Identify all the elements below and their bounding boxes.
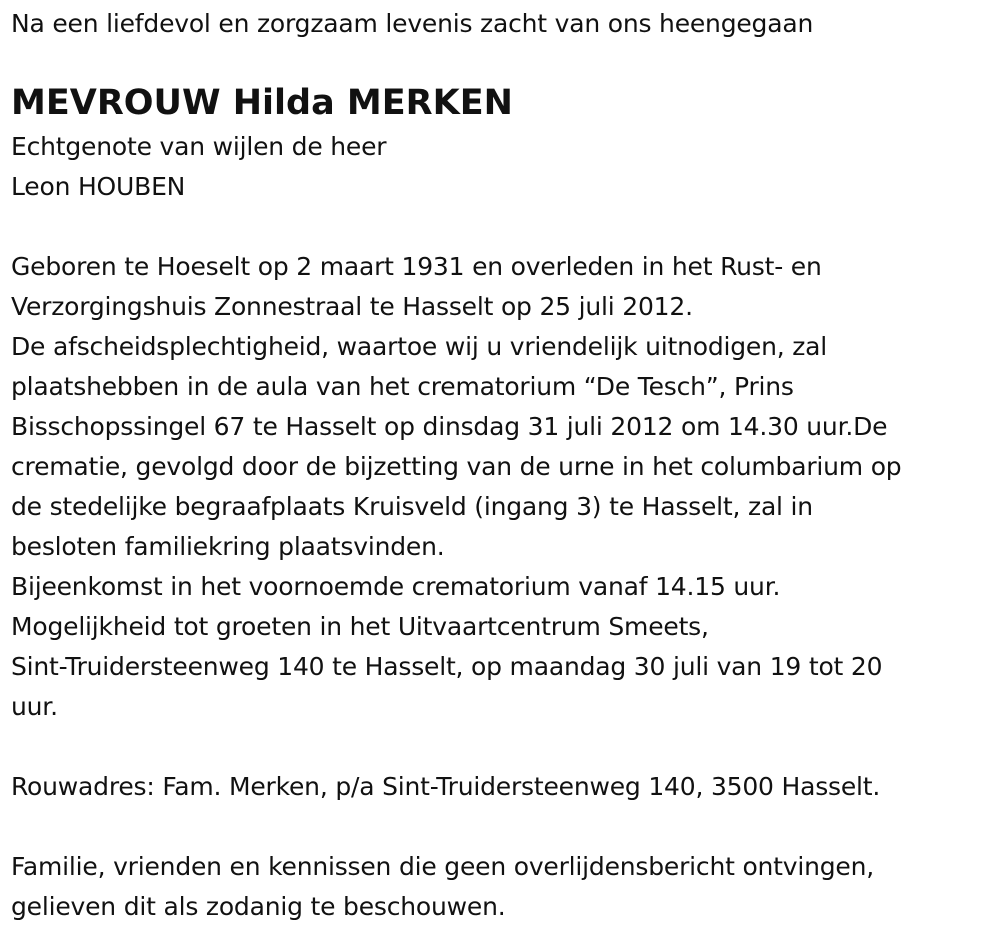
body-line: crematie, gevolgd door de bijzetting van de urne in het columbarium op	[11, 452, 902, 481]
closing-line-1: Familie, vrienden en kennissen die geen overlijdensbericht ontvingen,	[11, 852, 875, 881]
obituary-notice	[11, 4, 991, 927]
body-line: besloten familiekring plaatsvinden.	[11, 532, 445, 561]
deceased-name: MEVROUW Hilda MERKEN	[11, 83, 513, 123]
body-line: Bisschopssingel 67 te Hasselt op dinsdag 31 juli 2012 om 14.30 uur.De	[11, 412, 888, 441]
spouse-line-2: Leon HOUBEN	[11, 172, 186, 201]
spouse-line-1: Echtgenote van wijlen de heer	[11, 132, 387, 161]
mourning-address: Rouwadres: Fam. Merken, p/a Sint-Truidersteenweg 140, 3500 Hasselt.	[11, 772, 881, 801]
body-line: De afscheidsplechtigheid, waartoe wij u vriendelijk uitnodigen, zal	[11, 332, 828, 361]
body-line: de stedelijke begraafplaats Kruisveld (ingang 3) te Hasselt, zal in	[11, 492, 813, 521]
body-line: Geboren te Hoeselt op 2 maart 1931 en overleden in het Rust- en	[11, 252, 822, 281]
body-line: Sint-Truidersteenweg 140 te Hasselt, op maandag 30 juli van 19 tot 20	[11, 652, 883, 681]
body-line: uur.	[11, 692, 58, 721]
spacer	[11, 207, 991, 247]
spacer	[11, 807, 991, 847]
closing-line-2: gelieven dit als zodanig te beschouwen.	[11, 892, 506, 921]
body-line: plaatshebben in de aula van het crematorium “De Tesch”, Prins	[11, 372, 794, 401]
intro-text: Na een liefdevol en zorgzaam levenis zacht van ons heengegaan	[11, 9, 814, 38]
body-line: Mogelijkheid tot groeten in het Uitvaartcentrum Smeets,	[11, 612, 709, 641]
body-line: Verzorgingshuis Zonnestraal te Hasselt op 25 juli 2012.	[11, 292, 693, 321]
spacer	[11, 727, 991, 767]
notice-body	[11, 247, 991, 727]
body-line: Bijeenkomst in het voornoemde crematorium vanaf 14.15 uur.	[11, 572, 781, 601]
